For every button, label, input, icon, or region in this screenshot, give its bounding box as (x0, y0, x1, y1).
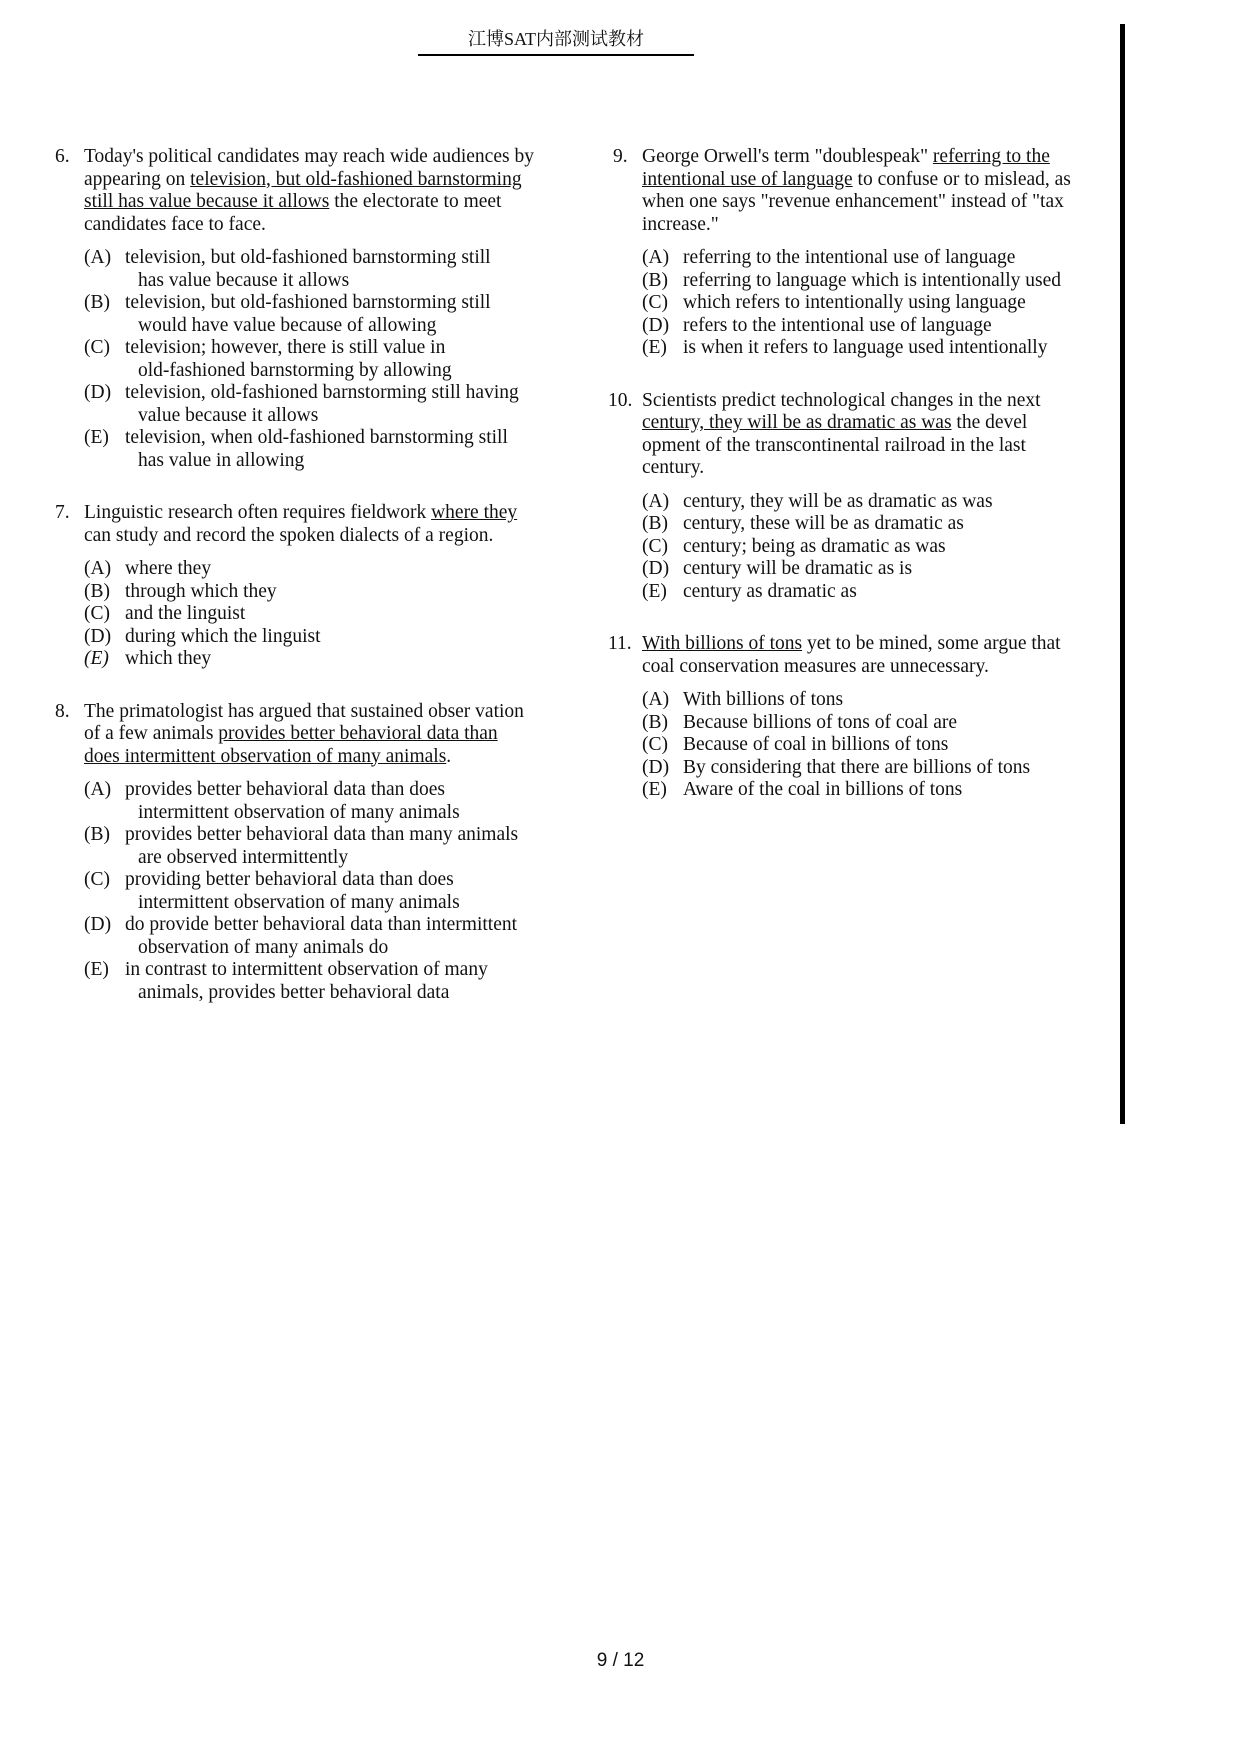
question-number: 11. (608, 633, 632, 654)
left-column (55, 146, 535, 1034)
option-letter: (B) (84, 824, 110, 845)
question-stem (608, 390, 1078, 480)
stem-underlined-text: century, they will be as dramatic as was (642, 412, 952, 433)
stem-underlined-text: television, but old-fashioned barnstorming still has value because it allows (84, 168, 522, 212)
answer-option-a[interactable] (642, 689, 1078, 712)
answer-option-e[interactable] (642, 779, 1078, 802)
option-text: provides better behavioral data than many animals (125, 824, 519, 845)
option-text: Aware of the coal in billions of tons (683, 779, 963, 800)
answer-options (55, 779, 535, 1004)
option-text: during which the linguist (125, 625, 321, 647)
option-letter: (D) (642, 558, 670, 579)
option-text-continued: observation of many animals do (138, 936, 389, 958)
question-stem (55, 146, 535, 236)
question-number: 8. (55, 700, 70, 722)
option-letter: (E) (642, 779, 667, 800)
page-number: 9 / 12 (596, 1650, 645, 1671)
option-letter: (E) (84, 648, 109, 669)
answer-option-d[interactable] (84, 382, 535, 427)
option-letter: (C) (84, 603, 110, 624)
option-letter: (C) (642, 734, 668, 755)
option-text: refers to the intentional use of language (683, 314, 992, 336)
option-letter: (A) (84, 779, 112, 800)
answer-option-e[interactable] (642, 581, 1078, 604)
answer-option-c[interactable] (84, 337, 535, 382)
answer-options (55, 558, 535, 671)
option-text: which refers to intentionally using language (683, 292, 1026, 313)
option-letter: (C) (642, 292, 668, 313)
stem-underlined-text: provides better behavioral data than does intermittent observation of many animals (84, 723, 498, 767)
option-letter: (C) (84, 869, 110, 890)
option-text: television, when old-fashioned barnstorming still (125, 427, 508, 448)
option-text: which they (125, 648, 212, 669)
option-letter: (D) (642, 756, 670, 778)
option-text: television; however, there is still value in (125, 337, 446, 358)
answer-option-e[interactable] (84, 427, 535, 472)
answer-options (608, 247, 1078, 360)
question-number: 9. (613, 146, 628, 167)
option-letter: (D) (84, 382, 112, 403)
option-letter: (E) (84, 427, 109, 448)
stem-text: yet to be mined, some argue that coal conservation measures are unnecessary. (642, 633, 1061, 677)
option-text: century; being as dramatic as was (683, 535, 946, 557)
stem-text: George Orwell's term "doublespeak" (642, 146, 933, 167)
question-10 (608, 390, 1078, 604)
option-text: is when it refers to language used intentionally (683, 337, 1048, 358)
answer-option-e[interactable] (84, 648, 535, 671)
option-text: television, old-fashioned barnstorming still having (125, 382, 519, 403)
question-11 (608, 633, 1078, 802)
option-text-continued: would have value because of allowing (138, 314, 437, 336)
option-text: With billions of tons (683, 689, 844, 710)
option-letter: (B) (642, 711, 668, 733)
option-letter: (A) (642, 490, 670, 512)
option-letter: (E) (642, 580, 667, 602)
option-text-continued: intermittent observation of many animals (138, 801, 460, 823)
page-header: 江博SAT内部测试教材 (418, 28, 694, 56)
option-letter: (D) (84, 625, 112, 647)
option-letter: (B) (642, 269, 668, 291)
option-letter: (D) (642, 314, 670, 336)
option-letter: (C) (642, 535, 668, 557)
option-letter: (D) (84, 914, 112, 935)
answer-option-b[interactable] (642, 270, 1078, 293)
question-stem (55, 502, 535, 547)
question-6 (55, 146, 535, 472)
question-stem (608, 146, 1078, 236)
option-letter: (E) (84, 959, 109, 980)
option-text-continued: old-fashioned barnstorming by allowing (138, 359, 452, 381)
option-text: referring to language which is intentionally used (683, 269, 1061, 291)
answer-option-d[interactable] (642, 558, 1078, 581)
option-text: television, but old-fashioned barnstorming still (125, 292, 491, 313)
answer-option-a[interactable] (642, 491, 1078, 514)
stem-text: Scientists predict technological changes in the next (642, 389, 1041, 411)
answer-option-b[interactable] (84, 824, 535, 869)
option-letter: (B) (642, 513, 668, 534)
answer-option-c[interactable] (84, 869, 535, 914)
question-9 (608, 146, 1078, 360)
option-text: Because of coal in billions of tons (683, 734, 949, 755)
answer-option-e[interactable] (642, 337, 1078, 360)
option-letter: (A) (642, 689, 670, 710)
answer-option-b[interactable] (84, 292, 535, 337)
option-text-continued: animals, provides better behavioral data (138, 981, 450, 1003)
option-text: century as dramatic as (683, 580, 857, 602)
option-text: century will be dramatic as is (683, 558, 913, 579)
stem-text: Linguistic research often requires fieldwork (84, 502, 432, 523)
option-text: do provide better behavioral data than intermittent (125, 914, 518, 935)
option-letter: (A) (84, 558, 112, 579)
right-column (608, 146, 1078, 832)
option-text: through which they (125, 580, 277, 602)
stem-text: the devel opment of the transcontinental railroad in the last century. (642, 412, 1028, 478)
question-number: 7. (55, 502, 70, 523)
answer-option-d[interactable] (84, 914, 535, 959)
option-letter: (A) (84, 247, 112, 268)
stem-underlined-text: where they (431, 502, 518, 523)
option-text-continued: has value because it allows (138, 269, 350, 291)
answer-option-d[interactable] (84, 626, 535, 649)
option-text: where they (125, 558, 212, 579)
stem-text: The primatologist has argued that sustained obser vation of a few animals (84, 700, 524, 744)
answer-option-c[interactable] (84, 603, 535, 626)
answer-option-a[interactable] (642, 247, 1078, 270)
answer-option-b[interactable] (642, 513, 1078, 536)
answer-option-b[interactable] (642, 712, 1078, 735)
option-text: By considering that there are billions of tons (683, 756, 1031, 778)
answer-option-a[interactable] (84, 779, 535, 824)
answer-options (55, 247, 535, 472)
option-text: provides better behavioral data than does (125, 779, 446, 800)
option-letter: (A) (642, 247, 670, 268)
answer-options (608, 689, 1078, 802)
option-text: century, these will be as dramatic as (683, 513, 964, 534)
question-number: 6. (55, 146, 70, 167)
option-text-continued: intermittent observation of many animals (138, 891, 460, 913)
answer-option-c[interactable] (642, 292, 1078, 315)
option-text: referring to the intentional use of language (683, 247, 1016, 268)
answer-option-d[interactable] (642, 315, 1078, 338)
right-margin-rule (1120, 24, 1125, 1124)
answer-option-a[interactable] (84, 247, 535, 292)
option-letter: (C) (84, 337, 110, 358)
option-text: television, but old-fashioned barnstorming still (125, 247, 491, 268)
question-stem (55, 701, 535, 769)
question-8 (55, 701, 535, 1005)
option-text: Because billions of tons of coal are (683, 711, 957, 733)
option-text: in contrast to intermittent observation of many (125, 959, 488, 980)
answer-option-c[interactable] (642, 734, 1078, 757)
stem-text: . (446, 745, 452, 767)
option-text: century, they will be as dramatic as was (683, 490, 993, 512)
stem-text: can study and record the spoken dialects of a region. (84, 524, 494, 546)
option-text-continued: value because it allows (138, 404, 319, 426)
answer-option-e[interactable] (84, 959, 535, 1004)
stem-underlined-text: referring to the intentional use of language (642, 146, 1050, 190)
stem-underlined-text: With billions of tons (642, 633, 803, 654)
question-number: 10. (608, 389, 633, 411)
option-text: and the linguist (125, 603, 246, 624)
answer-option-c[interactable] (642, 536, 1078, 559)
option-text-continued: are observed intermittently (138, 846, 349, 868)
option-letter: (E) (642, 337, 667, 358)
option-letter: (B) (84, 292, 110, 313)
stem-text: to confuse or to mislead, as when one says "revenue enhancement" instead of "tax increase." (642, 168, 1071, 235)
option-letter: (B) (84, 580, 110, 602)
question-7 (55, 502, 535, 671)
question-stem (608, 633, 1078, 678)
option-text-continued: has value in allowing (138, 449, 305, 471)
option-text: providing better behavioral data than does (125, 869, 454, 890)
stem-text: Today's political candidates may reach wide audiences by appearing on (84, 146, 534, 190)
answer-option-b[interactable] (84, 581, 535, 604)
answer-option-d[interactable] (642, 757, 1078, 780)
answer-option-a[interactable] (84, 558, 535, 581)
answer-options (608, 491, 1078, 604)
stem-text: the electorate to meet candidates face to face. (84, 191, 502, 235)
